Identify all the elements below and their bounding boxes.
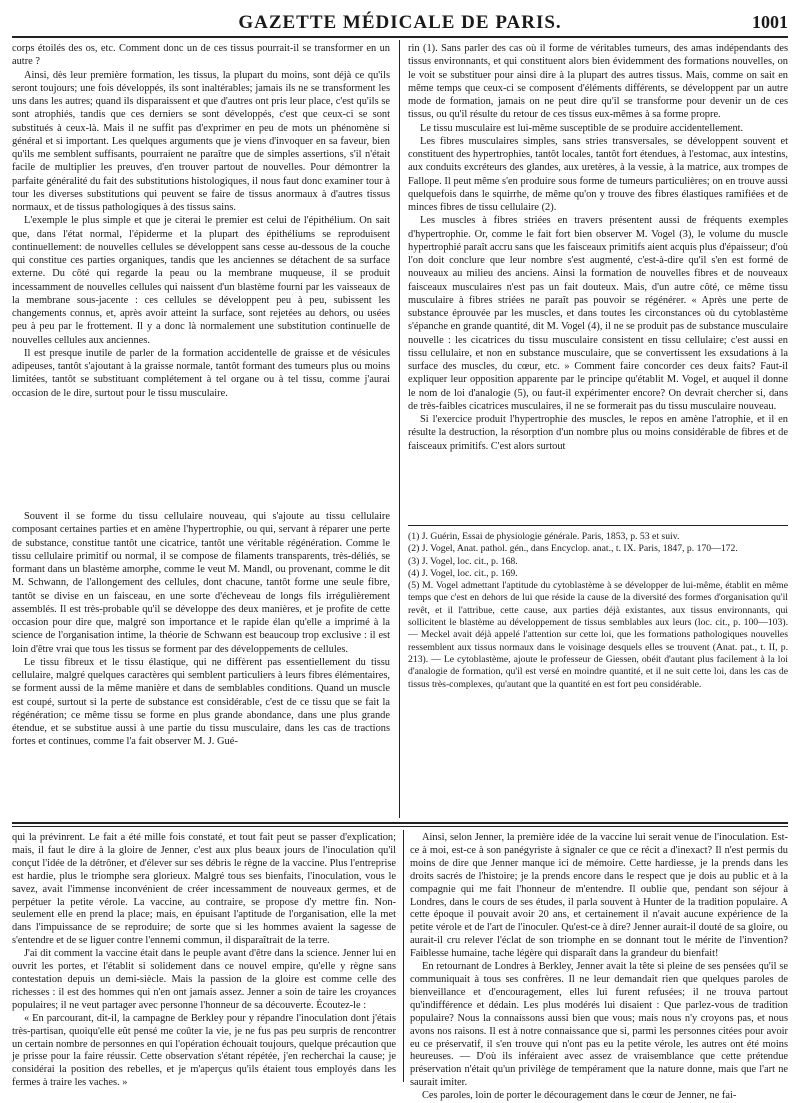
paragraph: Les muscles à fibres striées en travers présentent aussi de fréquents exemples d'hypertrophie. Or, comme le fait fort bien observer M. Vogel (3), le volume du muscle hypertrophié paraît accru sans que les faisceaux primitifs aient acquis plus d'épaisseur; d'où l'on doit conclure que leur nombre s'est augmenté, c'est-à-dire qu'il s'en est formé de nouveaux au milieu des anciens. Ainsi la formation de nouvelles fibres et de nouveaux faisceaux musculaires n'est pas un fait douteux. Mais, d'un autre côté, ce même tissu musculaire à fibres striées ne paraît pas pouvoir se régénérer. « Après une perte de substance éprouvée par les muscles, et dans toutes les circonstances où du cytoblastème s'épanche en grande quantité, dit M. Vogel (4), il ne se produit pas de substance musculaire nouvelle : les cicatrices du tissu musculaire consistent en tissu cellulaire; c'est aussi en tissu cellulaire, et non en substance musculaire, que se convertissent les exsudations à la surface des muscles, du cœur, etc. » Comment faire concorder ces deux faits? Faut-il expliquer leur opposition apparente par le principe qu'établit M. Vogel, et auquel il donne le nom de loi d'analogie (5), ou faut-il expérimenter encore? On devrait chercher si, dans de très-faibles cicatrices musculaires, il ne se formerait pas du tissu musculaire nouveau.	[408, 215, 788, 412]
page-header	[12, 10, 788, 38]
paragraph: Le tissu fibreux et le tissu élastique, qui ne diffèrent pas essentiellement du tissu cellulaire, malgré quelques caractères qui semblent particuliers à leurs fibres élémentaires, se forment aussi de la même manière et dans de semblables conditions. Quand un muscle est coupé, surtout si la perte de substance est considérable, c'est de ce tissu que se fait la régénération; ce même tissu se forme en plus grande abondance, dans une plus grande étendue, et se substitue aussi à une partie du tissu musculaire, dans les cas de tractions fortes et continues, comme l'a fait observer M. J. Gué-	[12, 656, 390, 748]
paragraph: Ces paroles, loin de porter le découragement dans le cœur de Jenner, ne fai-	[422, 1090, 737, 1102]
column-divider-bottom	[403, 830, 404, 1082]
footnote: (2) J. Vogel, Anat. pathol. gén., dans Encyclop. anat., t. IX. Paris, 1847, p. 170—172.	[408, 543, 738, 555]
footnote-rule	[408, 525, 788, 526]
column-divider	[399, 40, 400, 818]
paragraph: rin (1). Sans parler des cas où il forme de véritables tumeurs, des amas indépendants des tissus environnants, et qui constituent alors bien évidemment des formations nouvelles, on le voit se substituer pour ainsi dire à la plupart des autres tissus. Mais, comme on sait en même temps que ceux-ci se composent d'éléments différents, se développent par un autre mode de formation, jamais on ne peut dire qu'il se transforme pour devenir un de ces tissus, ou qu'il résulte du retour de ces tissus eux-mêmes à sa forme propre.	[408, 43, 788, 121]
page-title: GAZETTE MÉDICALE DE PARIS.	[238, 12, 562, 33]
footnote: (4) J. Vogel, loc. cit., p. 169.	[408, 567, 518, 579]
paragraph: Souvent il se forme du tissu cellulaire nouveau, qui s'ajoute au tissu cellulaire composant certaines parties et en amène l'hypertrophie, ou qui, servant à réparer une perte de substance, constitue tantôt une cicatrice, tantôt une véritable régénération. Comme le tissu cellulaire primitif ou normal, il se compose de filaments transparents, très-déliés, se formant dans un blastème amorphe, comme le veut M. Mandl, ou provenant, comme le dit M. Schwann, de l'allongement des cellules, dont chacune, tantôt forme une seule fibre, tantôt se divise en un faisceau, en une sorte d'écheveau de longs fils irrégulièrement assemblés. Il est très-probable qu'il se développe des deux manières, et je profite de cette occasion pour dire que, malgré son importance et le rapide élan qu'elle a imprimé à la science de l'organisation intime, la théorie de Schwann est beaucoup trop exclusive : il est loin d'être vrai que tous les tissus se forment par des développements de cellules.	[12, 511, 390, 655]
footnote: (1) J. Guérin, Essai de physiologie générale. Paris, 1853, p. 53 et suiv.	[408, 531, 680, 542]
paragraph: corps étoilés des os, etc. Comment donc un de ces tissus pourrait-il se transformer en un autre ?	[12, 43, 390, 68]
paragraph: Il est presque inutile de parler de la formation accidentelle de graisse et de vésicules adipeuses, tantôt s'ajoutant à la graisse normale, tantôt formant des tumeurs plus ou moins limitées, tantôt se substituant complétement à tel organe ou à tel tissu, comme j'aurai occasion de le dire, surtout pour le tissu musculaire.	[12, 347, 390, 399]
section-divider-thin	[12, 826, 788, 827]
footnotes	[408, 525, 788, 820]
section-divider	[12, 822, 788, 824]
paragraph: J'ai dit comment la vaccine était dans le peuple avant d'être dans la science. Jenner lui en ouvrit les portes, et l'établit si solidement dans ce nouvel empire, qu'elle y règne sans contestation depuis un demi-siècle. Mais la passion de la gloire est comme celle des richesses : il est des hommes qui n'en ont jamais assez. Jenner a soin de taire les croyances populaires; il ne veut partager avec personne l'honneur de sa découverte. Écoutez-le :	[12, 948, 396, 1011]
paragraph: Ainsi, dès leur première formation, les tissus, la plupart du moins, sont déjà ce qu'ils seront toujours; une fois développés, ils sont inaltérables; jamais ils ne se transforment les uns dans les autres; quand ils disparaissent et que d'autres ont pris leur place, c'est qu'ils se sont atrophiés, tandis que ces derniers se sont développés, c'est que ceux-ci se sont substitués à ceux-là. Mais il ne suffit pas d'exprimer en peu de mots un phénomène si général et si important. Les quelques arguments que je viens d'invoquer en sa faveur, bien qu'ils me semblent suffisants, pourraient ne paraître que de simples assertions, s'il n'était facile de multiplier les preuves, d'en trouver partout de nouvelles. Pour démontrer la parfaite généralité du fait des substitutions histologiques, il nous faut donc examiner tour à tour les diverses substitutions qui peuvent se faire de tissus anormaux à d'autres tissus normaux, et de tissus pathologiques à des tissus sains.	[12, 69, 390, 213]
page-number: 1001	[752, 12, 788, 32]
paragraph: qui la prévinrent. Le fait a été mille fois constaté, et tout fait peut se passer d'explication; mais, il faut le dire à la gloire de Jenner, c'est aux plus beaux jours de l'inoculation qu'il conçut l'idée de la détrôner, et d'élever sur ses débris le règne de la vaccine. Plus l'entreprise est hardie, plus le triomphe sera glorieux. Malgré tous ses bienfaits, l'inoculation, vous le savez, avait l'immense inconvénient de créer incessamment de nouveaux germes, et de perpétuer la petite vérole. La vaccine, au contraire, se propose d'y mettre fin. Non-seulement elle en prend la place; mais, en épuisant l'aptitude de l'organisation, elle la met dans l'impuissance de se reproduire; de sorte que si les hommes avaient la sagesse de s'entendre et de se liguer contre l'ennemi commun, il disparaîtrait de la terre.	[12, 832, 396, 947]
column-middle-left	[12, 510, 390, 816]
paragraph: Le tissu musculaire est lui-même susceptible de se produire accidentellement.	[420, 122, 744, 134]
paragraph: Les fibres musculaires simples, sans stries transversales, se développent souvent et constituent des hypertrophies, tantôt locales, tantôt fort étendues, à l'estomac, aux intestins, aux conduits excréteurs des glandes, aux uretères, à la vessie, à la matrice, aux trompes de Fallope. Il peut même s'en produire sous forme de tumeurs particulières; on en trouve aussi quelquefois dans le squirrhe, de même qu'on y trouve des fibres élastiques ramifiées et de minces fibres de tissu cellulaire (2).	[408, 135, 788, 213]
paragraph: Ainsi, selon Jenner, la première idée de la vaccine lui serait venue de l'inoculation. Est-ce à moi, est-ce à son panégyriste à signaler ce que ce récit a d'inexact? Il n'est permis du moins de dire que Jenner manque ici de mémoire. Cette hardiesse, je la prends dans les droits sacrés de l'histoire; je la prends encore dans le respect que je dois au public et à la compagnie qui me fait l'honneur de m'entendre. Il oublie que, pendant son séjour à Londres, dans le cours de ses études, il parla souvent à Hunter de la tradition populaire. A cette époque il pouvait avoir 20 ans, et certainement il n'avait aucune expérience de la petite vérole et de l'art de l'inoculer. Qu'est-ce à dire? Jenner aurait-il douté de sa gloire, ou aurait-il cru relever l'éclat de son triomphe en se donnant tout le mérite de l'invention? Faiblesse humaine, tache légère qui disparaît dans la grandeur du bienfait!	[410, 832, 788, 960]
paragraph: L'exemple le plus simple et que je citerai le premier est celui de l'épithélium. On sait que, dans l'état normal, l'épiderme et la plupart des épithéliums se reproduisent continuellement: de nouvelles cellules se développent sans cesse au-dessous de la couche qui constitue ces parties organiques, tandis que les anciennes se détachent de sa surface externe. Du côté qui regarde la peau ou la membrane muqueuse, il se produit incessamment de nouvelles cellules qui naissent d'un blastème fourni par les vaisseaux de la membrane sous-jacente : ces cellules se développent peu à peu, subissent les changements connus, et, après avoir atteint la surface, sont rejetées au dehors, ou usées peu à peu par le frottement. Il y a donc là normalement une substitution continuelle de nouvelles cellules aux anciennes.	[12, 215, 390, 346]
footnote: (3) J. Vogel, loc. cit., p. 168.	[408, 555, 518, 567]
column-top-right	[408, 42, 788, 510]
paragraph: « En parcourant, dit-il, la campagne de Berkley pour y répandre l'inoculation dont j'étais très-partisan, quoiqu'elle eût pensé me coûter la vie, je ne fus pas peu surpris de rencontrer un certain nombre de personnes en qui l'opération échouait toujours, quelque précaution que je prisse pour la faire réussir. Cette observation s'étant répétée, j'en recherchai la cause; je considérai la position des rebelles, et je m'aperçus qu'ils étaient tous employés dans les fermes à traire les vaches. »	[12, 1012, 396, 1089]
footnote: (5) M. Vogel admettant l'aptitude du cytoblastème à se développer de lui-même, établit en même temps que c'est en dehors de lui que réside la cause de la diversité des formes d'organisation qu'il revêt, et il l'attribue, cette cause, aux parties déjà existantes, aux tissus environnants, qui sollicitent le blastème au développement de tissus semblables aux leurs (loc. cit., p. 100—103). — Meckel avait déjà appelé l'attention sur cette loi, que les formations pathologiques nouvelles ressemblent aux tissus normaux dans le voisinage desquels elles se trouvent (Anat. pat., t. II, p. 213). — Le cytoblastème, ajoute le professeur de Giessen, obéit d'autant plus facilement à la loi d'analogie de formation, qu'il est versé en moindre quantité, et il ne suit cette loi, dans les cas de tissus très-complexes, qu'autant que la quantité en est fort peu considérable.	[408, 580, 788, 690]
column-bottom-right	[410, 832, 788, 1102]
paragraph: Si l'exercice produit l'hypertrophie des muscles, le repos en amène l'atrophie, et il en résulte la destruction, la résorption d'un nombre plus ou moins considérable de fibres et de faisceaux primitifs. C'est alors surtout	[408, 414, 788, 452]
paragraph: En retournant de Londres à Berkley, Jenner avait la tête si pleine de ses pensées qu'il se communiquait à tous ses confrères. Il ne leur demandait rien que quelques paroles de bienveillance et d'encouragement, elles lui furent refusées; il ne trouva partout qu'indifférence et dédain. Les plus modérés lui disaient : Que parlez-vous de tradition populaire? Nous la connaissons aussi bien que vous; mais nous n'y croyons pas, et nous avons nos raisons. Il est à notre connaissance que si, parmi les personnes citées pour avoir eu ce préservatif, il s'en trouve qui n'ont pas eu la petite vérole, les autres ont été moins heureuses. — D'où ils inféraient avec assez de vraisemblance que cette prétendue préservation n'était qu'un privilège de tempérament que la nature donne, mais que l'art ne saurait imiter.	[410, 961, 788, 1089]
column-top-left	[12, 42, 390, 510]
column-bottom-left	[12, 832, 396, 1089]
